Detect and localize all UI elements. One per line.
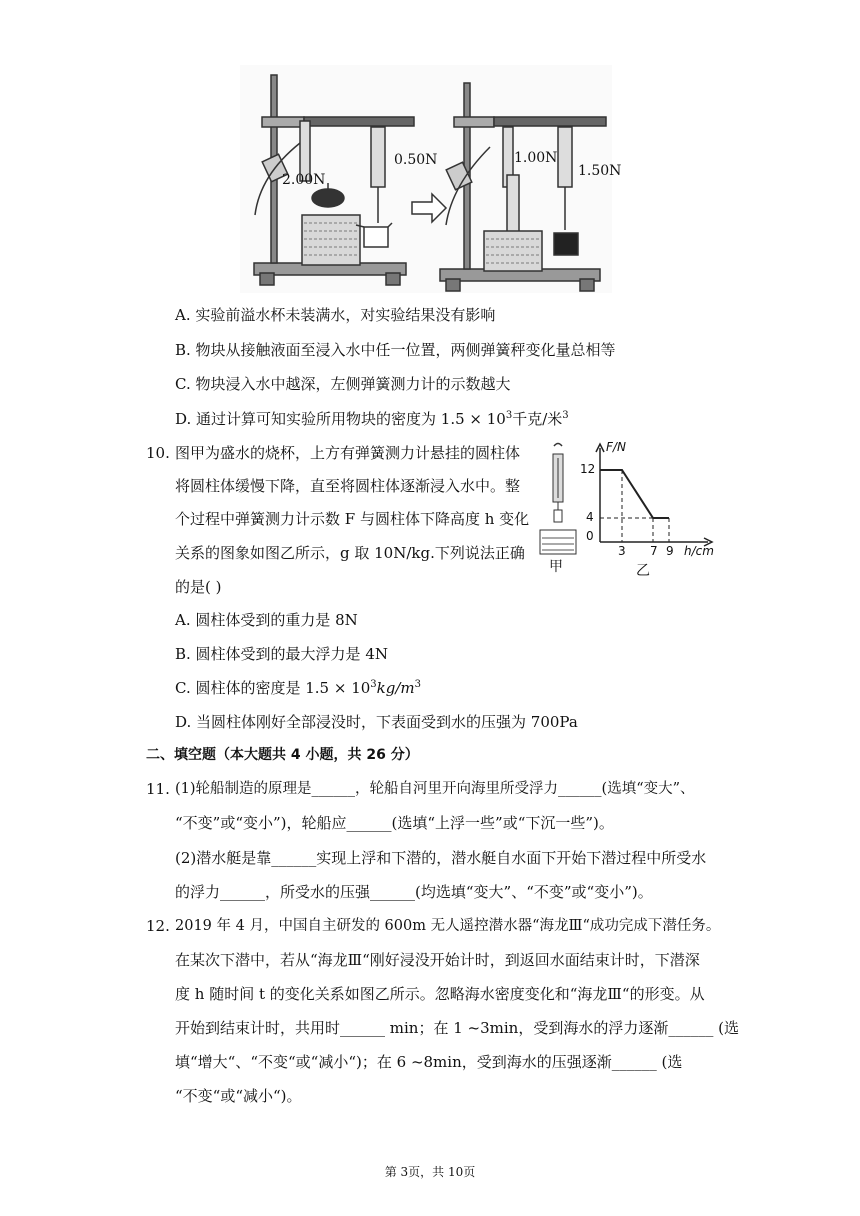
- q10-graph-ytick-0: 0: [586, 529, 594, 543]
- q10-line-2: 将圆柱体缓慢下降，直至将圆柱体逐渐浸入水中。整: [175, 477, 521, 495]
- right-scale-reading-before: 0.50N: [394, 152, 438, 168]
- left-scale-reading: 2.00N: [282, 172, 326, 188]
- q12-line-5: 填“增大“、“不变“或“减小“)；在 6 ~8min，受到海水的压强逐渐______ (选: [175, 1053, 683, 1071]
- q10-graph-xtick-3: 3: [618, 544, 626, 558]
- q10-option-a: A. 圆柱体受到的重力是 8N: [175, 611, 358, 629]
- q11-line-4: 的浮力______，所受水的压强______(均选填“变大”、“不变”或“变小”)。: [175, 883, 653, 901]
- q12-line-2: 在某次下潜中，若从“海龙Ⅲ“刚好浸没开始计时，到返回水面结束计时，下潜深: [175, 951, 700, 969]
- mid-scale-reading-after: 1.00N: [514, 150, 558, 166]
- q10-line-5: 的是( ): [175, 578, 222, 596]
- q10-line-1: 图甲为盛水的烧杯，上方有弹簧测力计悬挂的圆柱体: [175, 444, 521, 462]
- q10-number: 10.: [146, 444, 170, 462]
- q12-line-4: 开始到结束计时，共用时______ min；在 1 ~3min，受到海水的浮力逐渐______ (选: [175, 1019, 739, 1037]
- q9-option-c: C. 物块浸入水中越深，左侧弹簧测力计的示数越大: [175, 375, 511, 393]
- page-footer: 第 3页，共 10页: [384, 1165, 476, 1179]
- q10-graph-xlabel: h/cm: [684, 544, 714, 558]
- q10-graph-xtick-9: 9: [666, 544, 674, 558]
- q10-caption-jia: 甲: [549, 559, 563, 575]
- q12-line-6: “不变“或“减小“)。: [175, 1087, 302, 1105]
- q12-number: 12.: [146, 917, 170, 935]
- q10-graph-ytick-4: 4: [586, 510, 594, 524]
- q10-beaker-figure: [538, 440, 578, 560]
- q11-line-2: “不变”或“变小”)，轮船应______(选填“上浮一些”或“下沉一些”)。: [175, 814, 614, 832]
- q9-option-a: A. 实验前溢水杯未装满水，对实验结果没有影响: [175, 306, 496, 324]
- q11-line-1: (1)轮船制造的原理是______，轮船自河里开向海里所受浮力______(选填“变大”、: [175, 781, 695, 797]
- q10-graph-line: [600, 470, 669, 518]
- q9-option-d: D. 通过计算可知实验所用物块的密度为 $1.5 \times 10^3$千克/米$^3$: [175, 410, 569, 428]
- q10-graph-xtick-7: 7: [650, 544, 658, 558]
- q10-graph-ylabel: F/N: [606, 440, 626, 454]
- q11-line-3: (2)潜水艇是靠______实现上浮和下潜的，潜水艇自水面下开始下潜过程中所受水: [175, 849, 707, 867]
- q10-option-d: D. 当圆柱体刚好全部浸没时，下表面受到水的压强为 700Pa: [175, 713, 578, 731]
- q10-option-b: B. 圆柱体受到的最大浮力是 4N: [175, 645, 388, 663]
- q10-caption-yi: 乙: [636, 563, 650, 579]
- q12-line-1: 2019 年 4 月，中国自主研发的 600m 无人遥控潜水器“海龙Ⅲ“成功完成下潜任务。: [175, 918, 721, 934]
- right-scale-reading-after: 1.50N: [578, 163, 622, 179]
- q12-line-3: 度 h 随时间 t 的变化关系如图乙所示。忽略海水密度变化和“海龙Ⅲ“的形变。从: [175, 985, 705, 1003]
- q10-line-3: 个过程中弹簧测力计示数 F 与圆柱体下降高度 h 变化: [175, 510, 530, 528]
- q10-line-4: 关系的图象如图乙所示，g 取 10N/kg.下列说法正确: [175, 544, 525, 562]
- section-2-title: 二、填空题（本大题共 4 小题，共 26 分）: [146, 747, 419, 763]
- q10-option-c: C. 圆柱体的密度是 $1.5 \times 10^3kg/m^3$: [175, 679, 422, 697]
- q9-option-b: B. 物块从接触液面至浸入水中任一位置，两侧弹簧秤变化量总相等: [175, 341, 616, 359]
- q11-number: 11.: [146, 780, 170, 798]
- q10-graph-ytick-12: 12: [580, 462, 596, 476]
